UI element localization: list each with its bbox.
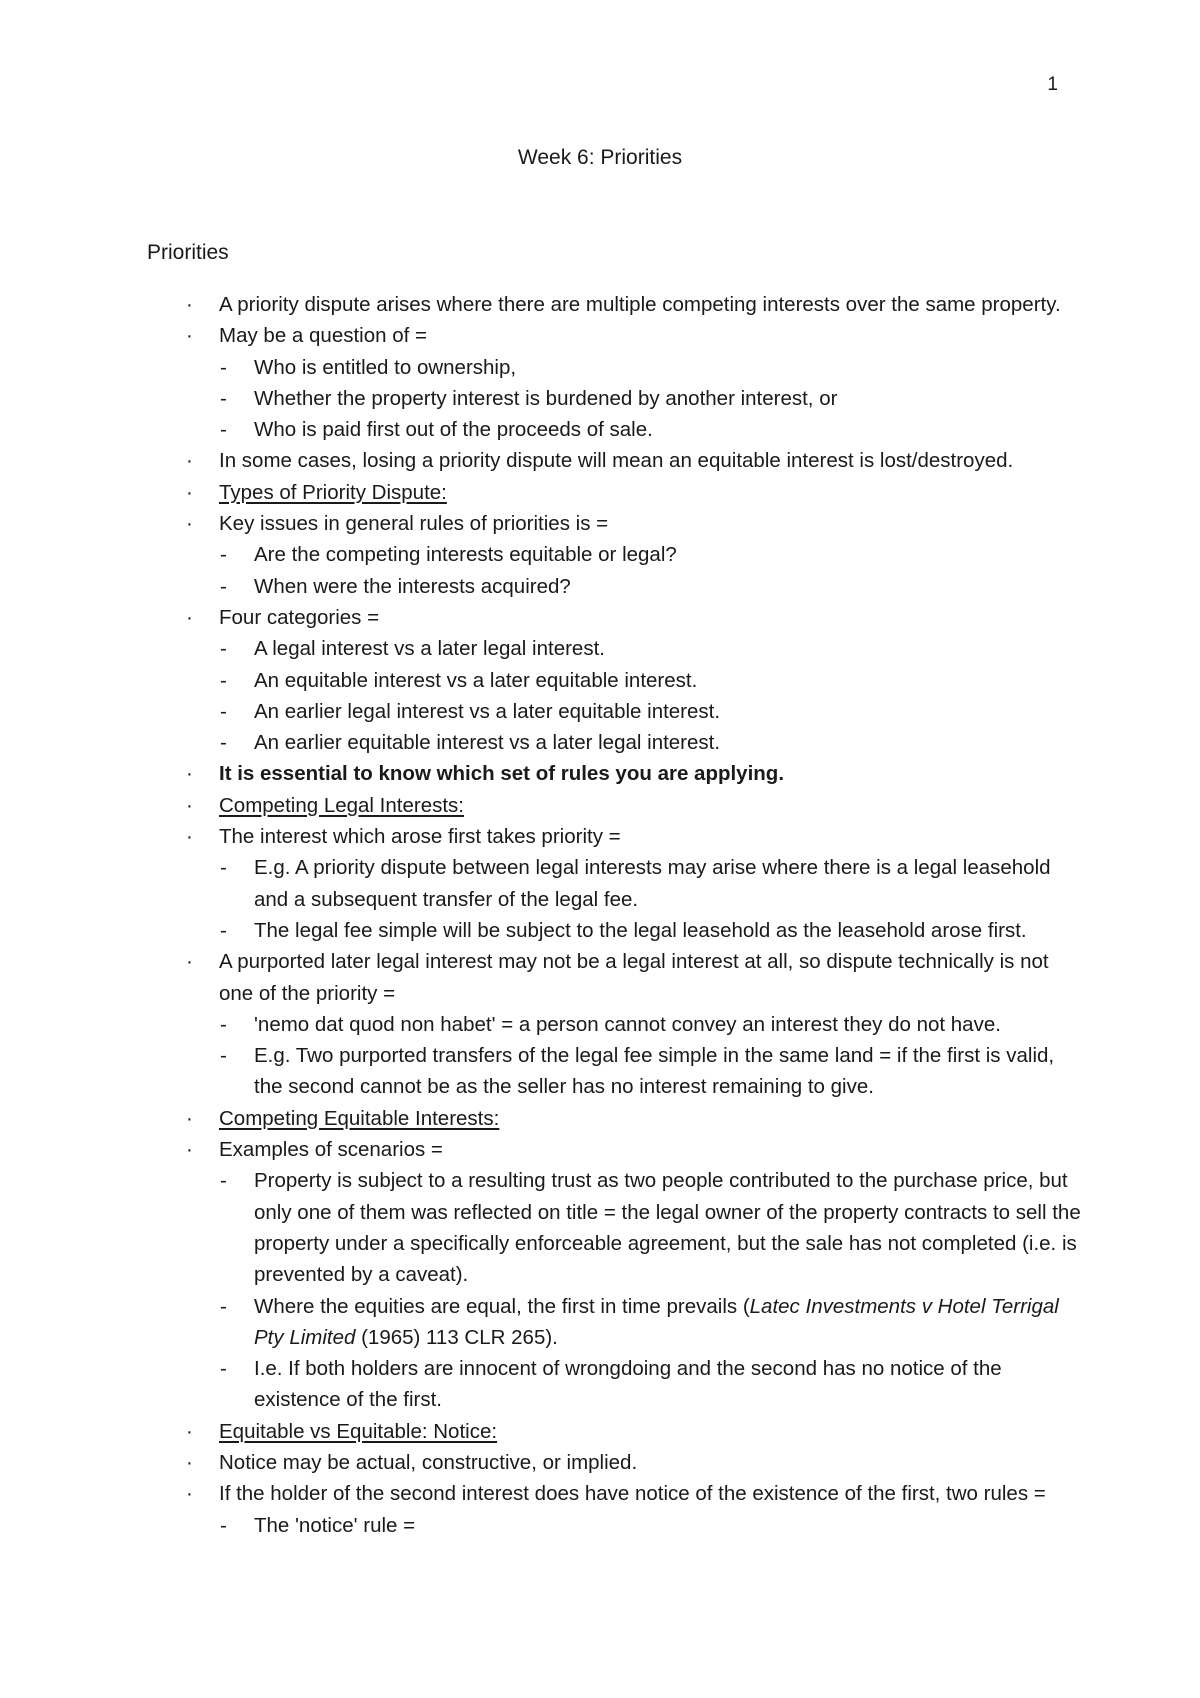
dash-marker: -	[220, 1294, 227, 1318]
bullet-line	[0, 758, 1200, 789]
case-name-italic: Latec Investments v Hotel Terrigal	[749, 1294, 1059, 1318]
line-text: existence of the first.	[254, 1388, 443, 1412]
line-text: The 'notice' rule =	[254, 1513, 416, 1537]
bullet-line	[0, 946, 1200, 977]
sub-bullet-line	[0, 1165, 1200, 1196]
line-text: Property is subject to a resulting trust as two people contributed to the purchase price, but	[254, 1169, 1068, 1193]
section-heading: Priorities	[147, 241, 229, 264]
sub-bullet-line	[0, 915, 1200, 946]
line-text: Notice may be actual, constructive, or implied.	[219, 1450, 638, 1474]
sub-bullet-line	[0, 1197, 1200, 1228]
line-text: If the holder of the second interest does have notice of the existence of the first, two rules =	[219, 1482, 1046, 1506]
bullet-line	[0, 1103, 1200, 1134]
bullet-line	[0, 320, 1200, 351]
line-text: and a subsequent transfer of the legal fee.	[254, 887, 639, 911]
notes-list	[0, 289, 1200, 1541]
dash-marker: -	[220, 699, 227, 723]
dash-marker: -	[220, 543, 227, 567]
bullet-marker: ·	[186, 293, 193, 316]
bullet-marker: ·	[186, 1450, 193, 1474]
bullet-marker: ·	[186, 1106, 193, 1130]
bullet-line	[0, 978, 1200, 1009]
dash-marker: -	[220, 637, 227, 661]
line-text: An earlier legal interest vs a later equitable interest.	[254, 699, 721, 723]
line-text: An earlier equitable interest vs a later legal interest.	[254, 731, 721, 755]
dash-marker: -	[220, 355, 227, 379]
bullet-marker: ·	[186, 1482, 193, 1506]
bullet-marker: ·	[186, 480, 193, 504]
line-text: Competing Legal Interests:	[219, 793, 464, 817]
sub-bullet-line	[0, 1291, 1200, 1322]
line-text: Where the equities are equal, the first in time prevails (	[254, 1294, 750, 1318]
dash-marker: -	[220, 668, 227, 692]
sub-bullet-line	[0, 665, 1200, 696]
dash-marker: -	[220, 1513, 227, 1537]
sub-bullet-line	[0, 383, 1200, 414]
bullet-line	[0, 508, 1200, 539]
sub-bullet-line	[0, 1384, 1200, 1415]
line-text: It is essential to know which set of rules you are applying.	[219, 762, 785, 786]
dash-marker: -	[220, 418, 227, 442]
line-text: 'nemo dat quod non habet' = a person cannot convey an interest they do not have.	[254, 1012, 1001, 1036]
sub-bullet-line	[0, 1009, 1200, 1040]
line-text: The legal fee simple will be subject to the legal leasehold as the leasehold arose first.	[254, 918, 1027, 942]
bullet-line	[0, 821, 1200, 852]
sub-bullet-line	[0, 1259, 1200, 1290]
bullet-marker: ·	[186, 950, 193, 974]
case-name-italic: Pty Limited	[254, 1325, 356, 1349]
dash-marker: -	[220, 918, 227, 942]
line-text: Four categories =	[219, 605, 380, 629]
bullet-marker: ·	[186, 825, 193, 849]
line-text: Competing Equitable Interests:	[219, 1106, 500, 1130]
bullet-line	[0, 477, 1200, 508]
dash-marker: -	[220, 1012, 227, 1036]
sub-bullet-line	[0, 884, 1200, 915]
sub-bullet-line	[0, 1040, 1200, 1071]
bullet-marker: ·	[186, 324, 193, 348]
line-text: the second cannot be as the seller has no interest remaining to give.	[254, 1075, 874, 1099]
sub-bullet-line	[0, 696, 1200, 727]
line-text: I.e. If both holders are innocent of wrongdoing and the second has no notice of the	[254, 1357, 1002, 1381]
line-text: property under a specifically enforceable agreement, but the sale has not completed (i.e. is	[254, 1231, 1077, 1255]
line-text: Who is paid first out of the proceeds of sale.	[254, 418, 653, 442]
bullet-marker: ·	[186, 762, 193, 786]
bullet-line	[0, 1478, 1200, 1509]
line-text: Equitable vs Equitable: Notice:	[219, 1419, 498, 1443]
line-text: The interest which arose first takes priority =	[219, 825, 621, 849]
line-text: A purported later legal interest may not be a legal interest at all, so dispute technically is not	[219, 950, 1049, 974]
bullet-marker: ·	[186, 1419, 193, 1443]
line-text: When were the interests acquired?	[254, 574, 571, 598]
sub-bullet-line	[0, 1510, 1200, 1541]
bullet-line	[0, 790, 1200, 821]
sub-bullet-line	[0, 352, 1200, 383]
dash-marker: -	[220, 386, 227, 410]
sub-bullet-line	[0, 1071, 1200, 1102]
bullet-marker: ·	[186, 793, 193, 817]
line-text: In some cases, losing a priority dispute will mean an equitable interest is lost/destroyed.	[219, 449, 1014, 473]
sub-bullet-line	[0, 539, 1200, 570]
case-citation: (1965) 113 CLR 265).	[355, 1325, 558, 1349]
bullet-line	[0, 445, 1200, 476]
sub-bullet-line	[0, 1322, 1200, 1353]
bullet-line	[0, 602, 1200, 633]
bullet-marker: ·	[186, 449, 193, 473]
sub-bullet-line	[0, 727, 1200, 758]
line-text: E.g. Two purported transfers of the legal fee simple in the same land = if the first is valid,	[254, 1044, 1055, 1068]
sub-bullet-line	[0, 633, 1200, 664]
bullet-marker: ·	[186, 512, 193, 536]
sub-bullet-line	[0, 1228, 1200, 1259]
line-text: Types of Priority Dispute:	[219, 480, 447, 504]
line-text: Are the competing interests equitable or legal?	[254, 543, 677, 567]
line-text: A priority dispute arises where there are multiple competing interests over the same property.	[219, 293, 1061, 316]
line-text: E.g. A priority dispute between legal interests may arise where there is a legal leasehold	[254, 856, 1051, 880]
sub-bullet-line	[0, 852, 1200, 883]
bullet-line	[0, 1134, 1200, 1165]
document-title: Week 6: Priorities	[517, 146, 683, 169]
dash-marker: -	[220, 1357, 227, 1381]
dash-marker: -	[220, 1044, 227, 1068]
line-text: May be a question of =	[219, 324, 427, 348]
line-text: Examples of scenarios =	[219, 1138, 443, 1162]
bullet-marker: ·	[186, 605, 193, 629]
sub-bullet-line	[0, 414, 1200, 445]
line-text: Whether the property interest is burdened by another interest, or	[254, 386, 838, 410]
bullet-marker: ·	[186, 1138, 193, 1162]
line-text: one of the priority =	[219, 981, 396, 1005]
sub-bullet-line	[0, 571, 1200, 602]
dash-marker: -	[220, 731, 227, 755]
page-number: 1	[1047, 74, 1058, 95]
bullet-line	[0, 289, 1200, 320]
dash-marker: -	[220, 1169, 227, 1193]
bullet-line	[0, 1447, 1200, 1478]
sub-bullet-line	[0, 1353, 1200, 1384]
dash-marker: -	[220, 574, 227, 598]
bullet-line	[0, 1416, 1200, 1447]
dash-marker: -	[220, 856, 227, 880]
line-text: Key issues in general rules of priorities is =	[219, 512, 609, 536]
line-text: A legal interest vs a later legal interest.	[254, 637, 605, 661]
line-text: prevented by a caveat).	[254, 1263, 469, 1287]
line-text: only one of them was reflected on title = the legal owner of the property contracts to sell the	[254, 1200, 1081, 1224]
line-text: Who is entitled to ownership,	[254, 355, 517, 379]
line-text: An equitable interest vs a later equitable interest.	[254, 668, 698, 692]
